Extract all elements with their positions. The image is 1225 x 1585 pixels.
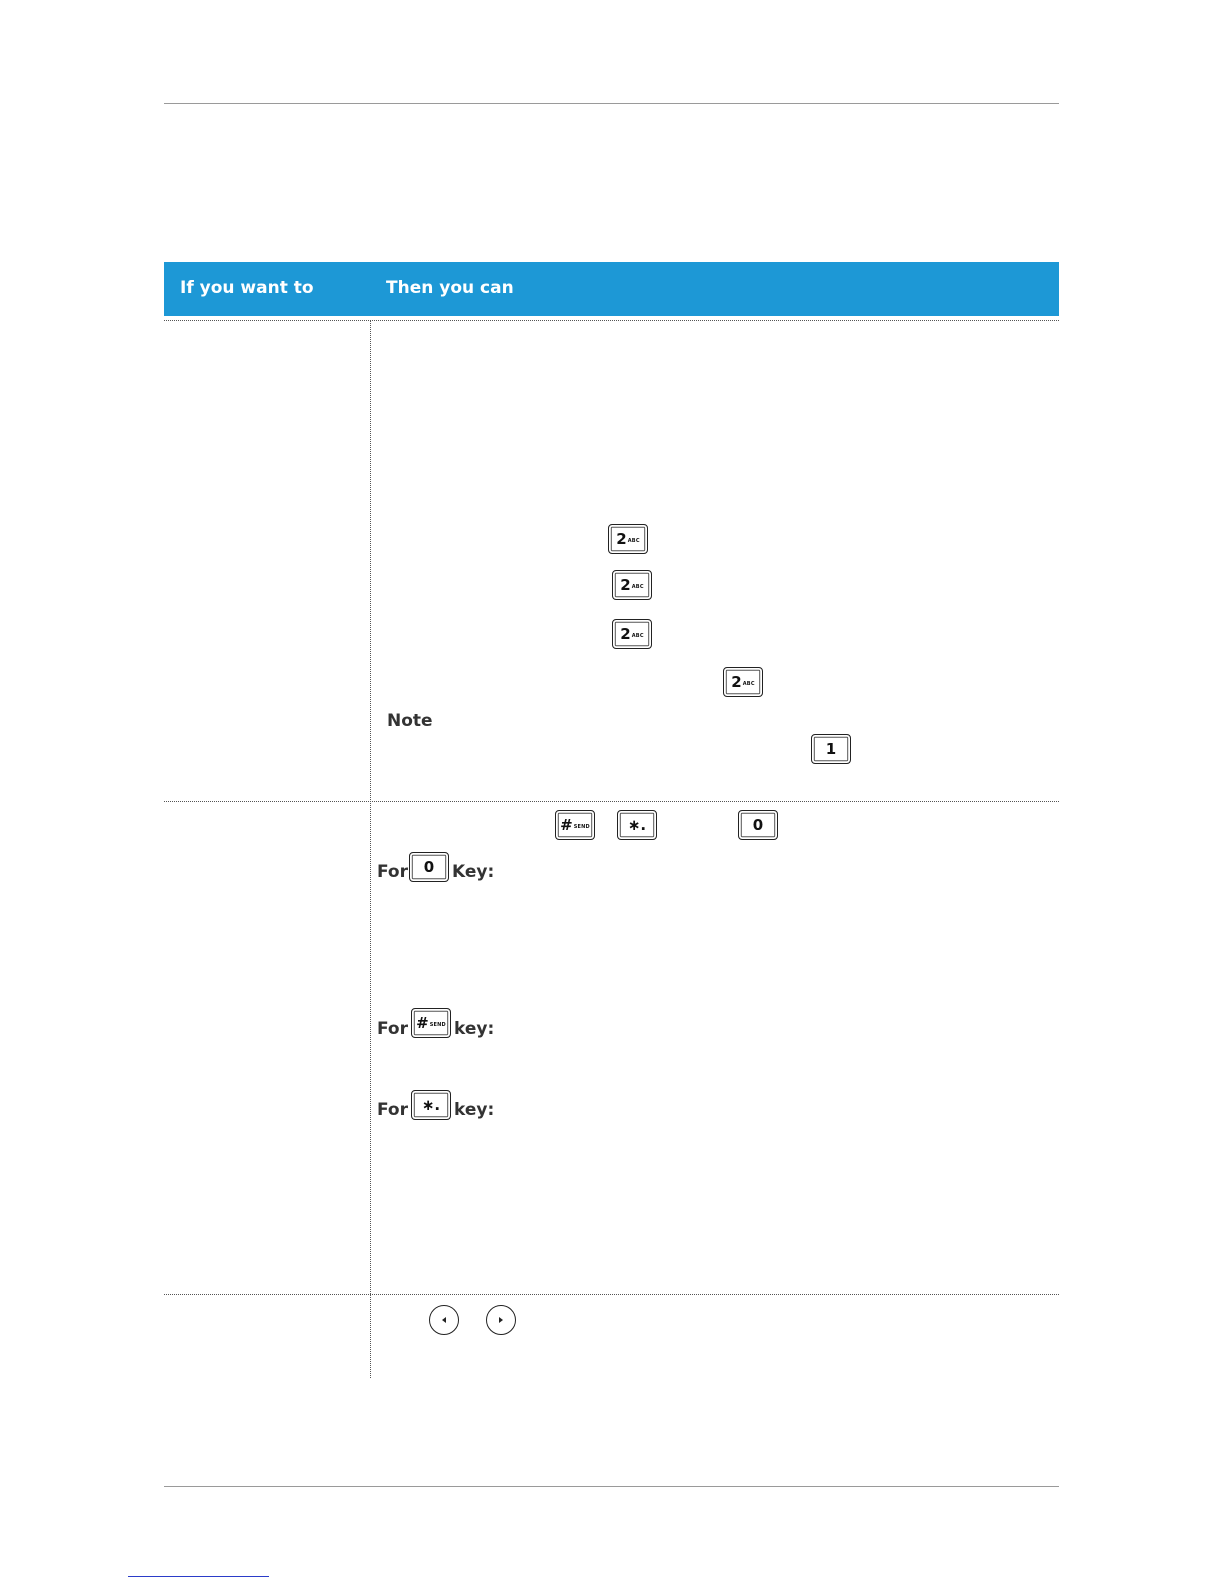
row-divider xyxy=(164,1294,1059,1295)
header-if-you-want-to: If you want to xyxy=(180,278,314,298)
note-label: Note xyxy=(387,711,433,731)
triangle-right-icon xyxy=(497,1316,505,1324)
key-2-abc: 2 ABC xyxy=(608,524,648,554)
key-0: 0 xyxy=(738,810,778,840)
table-header xyxy=(164,262,1059,316)
row-divider xyxy=(164,801,1059,802)
key-2-abc: 2 ABC xyxy=(612,570,652,600)
top-rule xyxy=(164,103,1059,104)
key-2-abc: 2 ABC xyxy=(723,667,763,697)
key-label: key: xyxy=(454,1100,495,1120)
bottom-rule xyxy=(164,1486,1059,1487)
key-hash-send: # SEND xyxy=(555,810,595,840)
key-label: Key: xyxy=(452,862,495,882)
left-navigation-key xyxy=(429,1305,459,1335)
key-star: ∗. xyxy=(617,810,657,840)
right-navigation-key xyxy=(486,1305,516,1335)
key-label: key: xyxy=(454,1019,495,1039)
for-label: For xyxy=(377,1019,408,1039)
link-underline xyxy=(128,1576,269,1577)
row-divider xyxy=(164,320,1059,321)
key-1: 1 xyxy=(811,734,851,764)
for-label: For xyxy=(377,862,408,882)
triangle-left-icon xyxy=(440,1316,448,1324)
key-0: 0 xyxy=(409,852,449,882)
column-divider xyxy=(370,320,371,1378)
key-hash-send: # SEND xyxy=(411,1008,451,1038)
for-label: For xyxy=(377,1100,408,1120)
key-star: ∗. xyxy=(411,1090,451,1120)
header-then-you-can: Then you can xyxy=(386,278,514,298)
key-2-abc: 2 ABC xyxy=(612,619,652,649)
